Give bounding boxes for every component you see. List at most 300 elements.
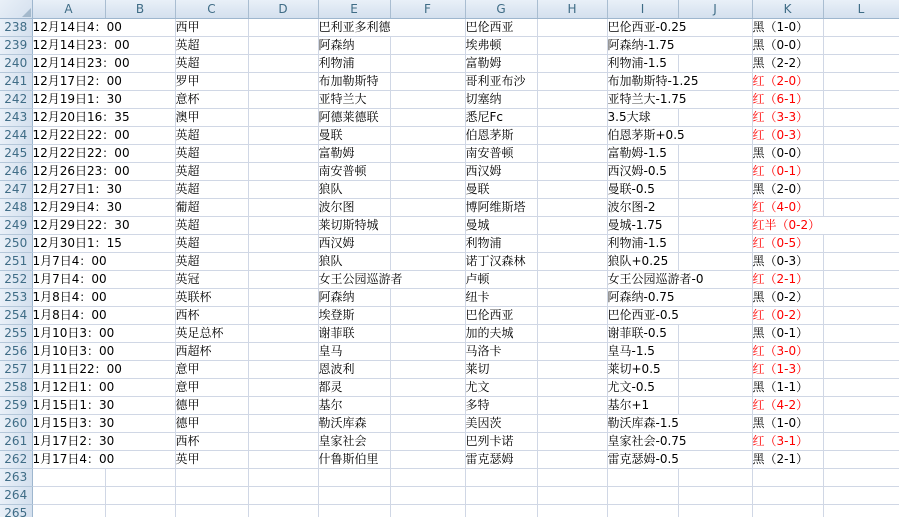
cell-home-team[interactable]: 布加勒斯特	[318, 72, 390, 90]
empty-cell[interactable]	[678, 162, 752, 180]
empty-cell[interactable]	[318, 468, 390, 486]
row-header[interactable]: 245	[0, 144, 32, 162]
row-header[interactable]: 240	[0, 54, 32, 72]
empty-cell[interactable]	[678, 144, 752, 162]
cell-handicap[interactable]: 亚特兰大-1.75	[607, 90, 752, 108]
cell-result[interactable]: 红（6-1）	[752, 90, 823, 108]
cell-home-team[interactable]: 女王公园巡游者	[318, 270, 465, 288]
cell-date[interactable]: 1月7日4：00	[32, 252, 175, 270]
cell-away-team[interactable]: 诺丁汉森林	[465, 252, 537, 270]
empty-cell[interactable]	[248, 72, 318, 90]
empty-cell[interactable]	[390, 486, 465, 504]
cell-league[interactable]: 英超	[175, 234, 248, 252]
row-header[interactable]: 265	[0, 504, 32, 517]
row-header[interactable]: 252	[0, 270, 32, 288]
cell-home-team[interactable]: 狼队	[318, 180, 390, 198]
cell-handicap[interactable]: 伯恩茅斯+0.5	[607, 126, 752, 144]
column-header-f[interactable]: F	[390, 0, 465, 18]
empty-cell[interactable]	[318, 504, 390, 517]
empty-cell[interactable]	[248, 126, 318, 144]
empty-cell[interactable]	[248, 468, 318, 486]
cell-date[interactable]: 12月14日23：00	[32, 54, 175, 72]
empty-cell[interactable]	[823, 342, 899, 360]
select-all-corner[interactable]	[0, 0, 32, 18]
cell-league[interactable]: 意甲	[175, 360, 248, 378]
cell-result[interactable]: 黑（1-0）	[752, 18, 823, 36]
empty-cell[interactable]	[248, 414, 318, 432]
empty-cell[interactable]	[390, 252, 465, 270]
empty-cell[interactable]	[537, 288, 607, 306]
empty-cell[interactable]	[537, 468, 607, 486]
column-header-g[interactable]: G	[465, 0, 537, 18]
empty-cell[interactable]	[752, 504, 823, 517]
cell-league[interactable]: 英超	[175, 144, 248, 162]
cell-home-team[interactable]: 富勒姆	[318, 144, 390, 162]
empty-cell[interactable]	[248, 378, 318, 396]
empty-cell[interactable]	[390, 450, 465, 468]
empty-cell[interactable]	[537, 162, 607, 180]
empty-cell[interactable]	[390, 360, 465, 378]
cell-handicap[interactable]: 皇马-1.5	[607, 342, 678, 360]
cell-result[interactable]: 红（4-0）	[752, 198, 823, 216]
cell-away-team[interactable]: 利物浦	[465, 234, 537, 252]
cell-league[interactable]: 英足总杯	[175, 324, 248, 342]
empty-cell[interactable]	[537, 90, 607, 108]
column-header-j[interactable]: J	[678, 0, 752, 18]
cell-handicap[interactable]: 布加勒斯特-1.25	[607, 72, 752, 90]
cell-home-team[interactable]: 阿森纳	[318, 288, 390, 306]
empty-cell[interactable]	[537, 108, 607, 126]
empty-cell[interactable]	[390, 162, 465, 180]
empty-cell[interactable]	[823, 450, 899, 468]
cell-away-team[interactable]: 博阿维斯塔	[465, 198, 537, 216]
cell-result[interactable]: 黑（2-2）	[752, 54, 823, 72]
cell-away-team[interactable]: 卢顿	[465, 270, 537, 288]
cell-handicap[interactable]: 基尔+1	[607, 396, 678, 414]
cell-date[interactable]: 1月15日1：30	[32, 396, 175, 414]
empty-cell[interactable]	[678, 378, 752, 396]
empty-cell[interactable]	[537, 36, 607, 54]
empty-cell[interactable]	[537, 414, 607, 432]
empty-cell[interactable]	[537, 126, 607, 144]
empty-cell[interactable]	[390, 90, 465, 108]
cell-date[interactable]: 1月17日2：30	[32, 432, 175, 450]
cell-home-team[interactable]: 莱切斯特城	[318, 216, 390, 234]
row-header[interactable]: 241	[0, 72, 32, 90]
cell-away-team[interactable]: 南安普顿	[465, 144, 537, 162]
cell-away-team[interactable]: 尤文	[465, 378, 537, 396]
empty-cell[interactable]	[823, 162, 899, 180]
cell-home-team[interactable]: 阿森纳	[318, 36, 390, 54]
empty-cell[interactable]	[823, 180, 899, 198]
cell-handicap[interactable]: 曼联-0.5	[607, 180, 678, 198]
cell-handicap[interactable]: 女王公园巡游者-0	[607, 270, 752, 288]
cell-home-team[interactable]: 基尔	[318, 396, 390, 414]
empty-cell[interactable]	[537, 180, 607, 198]
cell-result[interactable]: 黑（1-1）	[752, 378, 823, 396]
empty-cell[interactable]	[537, 324, 607, 342]
empty-cell[interactable]	[823, 54, 899, 72]
row-header[interactable]: 243	[0, 108, 32, 126]
cell-home-team[interactable]: 都灵	[318, 378, 390, 396]
empty-cell[interactable]	[678, 180, 752, 198]
cell-away-team[interactable]: 加的夫城	[465, 324, 537, 342]
cell-result[interactable]: 红（0-2）	[752, 306, 823, 324]
column-header-h[interactable]: H	[537, 0, 607, 18]
cell-handicap[interactable]: 3.5大球	[607, 108, 678, 126]
cell-date[interactable]: 1月7日4：00	[32, 270, 175, 288]
column-header-k[interactable]: K	[752, 0, 823, 18]
cell-league[interactable]: 英超	[175, 216, 248, 234]
empty-cell[interactable]	[390, 126, 465, 144]
empty-cell[interactable]	[390, 288, 465, 306]
cell-handicap[interactable]: 波尔图-2	[607, 198, 678, 216]
cell-away-team[interactable]: 巴列卡诺	[465, 432, 537, 450]
cell-result[interactable]: 黑（0-0）	[752, 144, 823, 162]
cell-handicap[interactable]: 利物浦-1.5	[607, 54, 678, 72]
cell-away-team[interactable]: 曼联	[465, 180, 537, 198]
cell-league[interactable]: 西甲	[175, 18, 248, 36]
empty-cell[interactable]	[752, 468, 823, 486]
empty-cell[interactable]	[390, 378, 465, 396]
empty-cell[interactable]	[248, 36, 318, 54]
empty-cell[interactable]	[537, 432, 607, 450]
empty-cell[interactable]	[390, 144, 465, 162]
empty-cell[interactable]	[823, 504, 899, 517]
empty-cell[interactable]	[390, 72, 465, 90]
row-header[interactable]: 258	[0, 378, 32, 396]
column-header-a[interactable]: A	[32, 0, 105, 18]
cell-result[interactable]: 红（4-2）	[752, 396, 823, 414]
empty-cell[interactable]	[248, 288, 318, 306]
empty-cell[interactable]	[537, 450, 607, 468]
cell-date[interactable]: 12月29日22：30	[32, 216, 175, 234]
empty-cell[interactable]	[465, 468, 537, 486]
empty-cell[interactable]	[678, 360, 752, 378]
cell-home-team[interactable]: 狼队	[318, 252, 390, 270]
empty-cell[interactable]	[678, 486, 752, 504]
empty-cell[interactable]	[390, 108, 465, 126]
column-header-l[interactable]: L	[823, 0, 899, 18]
empty-cell[interactable]	[607, 504, 678, 517]
empty-cell[interactable]	[678, 252, 752, 270]
empty-cell[interactable]	[537, 504, 607, 517]
empty-cell[interactable]	[175, 468, 248, 486]
cell-date[interactable]: 1月12日1：00	[32, 378, 175, 396]
cell-home-team[interactable]: 什鲁斯伯里	[318, 450, 390, 468]
empty-cell[interactable]	[537, 144, 607, 162]
cell-league[interactable]: 英冠	[175, 270, 248, 288]
empty-cell[interactable]	[248, 450, 318, 468]
empty-cell[interactable]	[248, 306, 318, 324]
column-header-d[interactable]: D	[248, 0, 318, 18]
empty-cell[interactable]	[823, 108, 899, 126]
empty-cell[interactable]	[823, 198, 899, 216]
cell-league[interactable]: 西杯	[175, 432, 248, 450]
cell-league[interactable]: 英超	[175, 252, 248, 270]
row-header[interactable]: 238	[0, 18, 32, 36]
empty-cell[interactable]	[175, 486, 248, 504]
cell-date[interactable]: 1月10日3：00	[32, 342, 175, 360]
empty-cell[interactable]	[32, 504, 105, 517]
row-header[interactable]: 261	[0, 432, 32, 450]
empty-cell[interactable]	[465, 486, 537, 504]
cell-handicap[interactable]: 利物浦-1.5	[607, 234, 678, 252]
empty-cell[interactable]	[32, 468, 105, 486]
empty-cell[interactable]	[465, 504, 537, 517]
row-header[interactable]: 242	[0, 90, 32, 108]
empty-cell[interactable]	[105, 486, 175, 504]
empty-cell[interactable]	[105, 504, 175, 517]
cell-home-team[interactable]: 皇家社会	[318, 432, 390, 450]
empty-cell[interactable]	[248, 198, 318, 216]
empty-cell[interactable]	[248, 108, 318, 126]
empty-cell[interactable]	[537, 234, 607, 252]
row-header[interactable]: 253	[0, 288, 32, 306]
cell-league[interactable]: 英超	[175, 54, 248, 72]
cell-handicap[interactable]: 阿森纳-1.75	[607, 36, 752, 54]
cell-league[interactable]: 德甲	[175, 414, 248, 432]
column-header-c[interactable]: C	[175, 0, 248, 18]
empty-cell[interactable]	[823, 396, 899, 414]
empty-cell[interactable]	[248, 90, 318, 108]
cell-home-team[interactable]: 恩波利	[318, 360, 390, 378]
empty-cell[interactable]	[823, 270, 899, 288]
cell-away-team[interactable]: 多特	[465, 396, 537, 414]
cell-date[interactable]: 12月27日1：30	[32, 180, 175, 198]
cell-result[interactable]: 黑（0-1）	[752, 324, 823, 342]
empty-cell[interactable]	[823, 288, 899, 306]
cell-date[interactable]: 12月14日23：00	[32, 36, 175, 54]
cell-date[interactable]: 1月11日22：00	[32, 360, 175, 378]
cell-date[interactable]: 12月30日1：15	[32, 234, 175, 252]
cell-result[interactable]: 红（3-0）	[752, 342, 823, 360]
cell-away-team[interactable]: 富勒姆	[465, 54, 537, 72]
cell-date[interactable]: 1月8日4：00	[32, 288, 175, 306]
cell-result[interactable]: 红（3-1）	[752, 432, 823, 450]
empty-cell[interactable]	[823, 378, 899, 396]
empty-cell[interactable]	[678, 108, 752, 126]
cell-away-team[interactable]: 美因茨	[465, 414, 537, 432]
empty-cell[interactable]	[390, 504, 465, 517]
empty-cell[interactable]	[390, 306, 465, 324]
cell-home-team[interactable]: 利物浦	[318, 54, 390, 72]
empty-cell[interactable]	[537, 486, 607, 504]
empty-cell[interactable]	[752, 486, 823, 504]
row-header[interactable]: 263	[0, 468, 32, 486]
row-header[interactable]: 247	[0, 180, 32, 198]
cell-date[interactable]: 12月22日22：00	[32, 126, 175, 144]
cell-away-team[interactable]: 纽卡	[465, 288, 537, 306]
row-header[interactable]: 251	[0, 252, 32, 270]
empty-cell[interactable]	[537, 342, 607, 360]
cell-handicap[interactable]: 富勒姆-1.5	[607, 144, 678, 162]
cell-league[interactable]: 西杯	[175, 306, 248, 324]
empty-cell[interactable]	[537, 216, 607, 234]
empty-cell[interactable]	[537, 54, 607, 72]
empty-cell[interactable]	[537, 306, 607, 324]
cell-home-team[interactable]: 波尔图	[318, 198, 390, 216]
empty-cell[interactable]	[537, 270, 607, 288]
cell-date[interactable]: 12月20日16：35	[32, 108, 175, 126]
empty-cell[interactable]	[678, 54, 752, 72]
cell-handicap[interactable]: 狼队+0.25	[607, 252, 678, 270]
empty-cell[interactable]	[318, 486, 390, 504]
empty-cell[interactable]	[678, 234, 752, 252]
cell-home-team[interactable]: 亚特兰大	[318, 90, 390, 108]
empty-cell[interactable]	[823, 90, 899, 108]
cell-result[interactable]: 红（2-1）	[752, 270, 823, 288]
empty-cell[interactable]	[248, 360, 318, 378]
empty-cell[interactable]	[390, 216, 465, 234]
empty-cell[interactable]	[823, 252, 899, 270]
empty-cell[interactable]	[248, 18, 318, 36]
empty-cell[interactable]	[390, 180, 465, 198]
empty-cell[interactable]	[607, 468, 678, 486]
cell-result[interactable]: 红（2-0）	[752, 72, 823, 90]
empty-cell[interactable]	[105, 468, 175, 486]
cell-away-team[interactable]: 雷克瑟姆	[465, 450, 537, 468]
cell-away-team[interactable]: 伯恩茅斯	[465, 126, 537, 144]
cell-home-team[interactable]: 南安普顿	[318, 162, 390, 180]
cell-handicap[interactable]: 雷克瑟姆-0.5	[607, 450, 752, 468]
cell-result[interactable]: 黑（2-0）	[752, 180, 823, 198]
empty-cell[interactable]	[823, 234, 899, 252]
row-header[interactable]: 262	[0, 450, 32, 468]
cell-home-team[interactable]: 谢菲联	[318, 324, 390, 342]
cell-handicap[interactable]: 谢菲联-0.5	[607, 324, 678, 342]
cell-result[interactable]: 红（0-3）	[752, 126, 823, 144]
cell-date[interactable]: 12月29日4：30	[32, 198, 175, 216]
cell-date[interactable]: 12月26日23：00	[32, 162, 175, 180]
empty-cell[interactable]	[390, 414, 465, 432]
empty-cell[interactable]	[390, 342, 465, 360]
row-header[interactable]: 259	[0, 396, 32, 414]
column-header-i[interactable]: I	[607, 0, 678, 18]
cell-result[interactable]: 黑（0-0）	[752, 36, 823, 54]
cell-league[interactable]: 英超	[175, 162, 248, 180]
empty-cell[interactable]	[678, 342, 752, 360]
empty-cell[interactable]	[537, 72, 607, 90]
row-header[interactable]: 249	[0, 216, 32, 234]
cell-handicap[interactable]: 曼城-1.75	[607, 216, 678, 234]
empty-cell[interactable]	[248, 144, 318, 162]
cell-away-team[interactable]: 悉尼Fc	[465, 108, 537, 126]
cell-result[interactable]: 红半（0-2）	[752, 216, 899, 234]
empty-cell[interactable]	[607, 486, 678, 504]
cell-league[interactable]: 意杯	[175, 90, 248, 108]
cell-handicap[interactable]: 勒沃库森-1.5	[607, 414, 752, 432]
cell-date[interactable]: 1月10日3：00	[32, 324, 175, 342]
cell-handicap[interactable]: 尤文-0.5	[607, 378, 678, 396]
cell-league[interactable]: 西超杯	[175, 342, 248, 360]
empty-cell[interactable]	[537, 360, 607, 378]
cell-league[interactable]: 英超	[175, 180, 248, 198]
empty-cell[interactable]	[823, 126, 899, 144]
empty-cell[interactable]	[537, 198, 607, 216]
empty-cell[interactable]	[537, 252, 607, 270]
empty-cell[interactable]	[823, 360, 899, 378]
row-header[interactable]: 248	[0, 198, 32, 216]
cell-date[interactable]: 12月17日2：00	[32, 72, 175, 90]
cell-league[interactable]: 英超	[175, 126, 248, 144]
empty-cell[interactable]	[175, 504, 248, 517]
cell-away-team[interactable]: 曼城	[465, 216, 537, 234]
empty-cell[interactable]	[390, 54, 465, 72]
empty-cell[interactable]	[678, 396, 752, 414]
empty-cell[interactable]	[390, 36, 465, 54]
cell-date[interactable]: 1月15日3：30	[32, 414, 175, 432]
row-header[interactable]: 256	[0, 342, 32, 360]
cell-home-team[interactable]: 巴利亚多利德	[318, 18, 465, 36]
empty-cell[interactable]	[390, 396, 465, 414]
cell-date[interactable]: 12月14日4：00	[32, 18, 175, 36]
empty-cell[interactable]	[248, 324, 318, 342]
cell-league[interactable]: 英甲	[175, 450, 248, 468]
cell-home-team[interactable]: 勒沃库森	[318, 414, 390, 432]
empty-cell[interactable]	[248, 162, 318, 180]
cell-result[interactable]: 红（0-5）	[752, 234, 823, 252]
cell-result[interactable]: 黑（0-3）	[752, 252, 823, 270]
empty-cell[interactable]	[390, 324, 465, 342]
cell-league[interactable]: 罗甲	[175, 72, 248, 90]
column-header-b[interactable]: B	[105, 0, 175, 18]
cell-home-team[interactable]: 埃登斯	[318, 306, 390, 324]
empty-cell[interactable]	[537, 396, 607, 414]
cell-handicap[interactable]: 西汉姆-0.5	[607, 162, 678, 180]
row-header[interactable]: 257	[0, 360, 32, 378]
row-header[interactable]: 255	[0, 324, 32, 342]
column-header-e[interactable]: E	[318, 0, 390, 18]
empty-cell[interactable]	[823, 144, 899, 162]
empty-cell[interactable]	[678, 504, 752, 517]
cell-home-team[interactable]: 西汉姆	[318, 234, 390, 252]
empty-cell[interactable]	[390, 234, 465, 252]
cell-result[interactable]: 黑（2-1）	[752, 450, 823, 468]
row-header[interactable]: 246	[0, 162, 32, 180]
empty-cell[interactable]	[823, 414, 899, 432]
cell-home-team[interactable]: 曼联	[318, 126, 390, 144]
cell-date[interactable]: 1月8日4：00	[32, 306, 175, 324]
empty-cell[interactable]	[678, 468, 752, 486]
empty-cell[interactable]	[823, 324, 899, 342]
empty-cell[interactable]	[248, 270, 318, 288]
cell-away-team[interactable]: 哥利亚布沙	[465, 72, 537, 90]
empty-cell[interactable]	[823, 306, 899, 324]
empty-cell[interactable]	[678, 324, 752, 342]
row-header[interactable]: 264	[0, 486, 32, 504]
empty-cell[interactable]	[390, 198, 465, 216]
empty-cell[interactable]	[823, 72, 899, 90]
row-header[interactable]: 254	[0, 306, 32, 324]
empty-cell[interactable]	[823, 432, 899, 450]
empty-cell[interactable]	[678, 216, 752, 234]
row-header[interactable]: 260	[0, 414, 32, 432]
cell-away-team[interactable]: 莱切	[465, 360, 537, 378]
cell-home-team[interactable]: 阿德莱德联	[318, 108, 390, 126]
cell-league[interactable]: 英超	[175, 36, 248, 54]
empty-cell[interactable]	[248, 486, 318, 504]
empty-cell[interactable]	[537, 18, 607, 36]
cell-league[interactable]: 意甲	[175, 378, 248, 396]
cell-away-team[interactable]: 西汉姆	[465, 162, 537, 180]
empty-cell[interactable]	[248, 504, 318, 517]
cell-away-team[interactable]: 埃弗顿	[465, 36, 537, 54]
cell-home-team[interactable]: 皇马	[318, 342, 390, 360]
cell-away-team[interactable]: 巴伦西亚	[465, 18, 537, 36]
cell-away-team[interactable]: 切塞纳	[465, 90, 537, 108]
cell-result[interactable]: 红（0-1）	[752, 162, 823, 180]
